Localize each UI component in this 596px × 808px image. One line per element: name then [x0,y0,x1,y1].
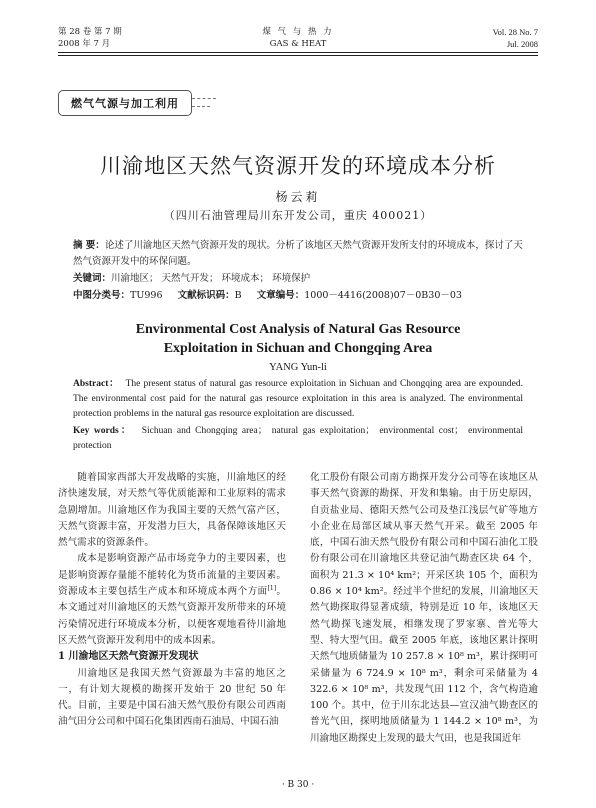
abstract-en [73,377,523,422]
clc-label: 中图分类号： [73,290,131,301]
clc-value: TU996 [130,290,163,301]
abstract-cn-text: 论述了川渝地区天然气资源开发的现状。分析了该地区天然气资源开发所支付的环境成本，探讨了天然气资源开发中的环保问题。 [73,240,523,267]
header-volume-en-block [493,26,538,50]
header-journal-cn: 煤 气 与 热 力 [262,27,334,37]
author-en: YANG Yun-li [269,362,327,373]
classification-line [73,288,523,304]
paper-title-en [0,320,596,358]
badge-decoration-2 [192,106,210,107]
badge-decoration [192,98,216,99]
header-date-cn: 2008 年 7 月 [58,39,111,49]
body-column-left [58,470,286,731]
section-heading-1: 1 川渝地区天然气资源开发现状 [58,651,199,663]
affiliation-cn: （四川石油管理局川东开发公司，重庆 400021） [163,209,433,222]
keywords-cn-text: 川渝地区； 天然气开发； 环境成本； 环境保护 [111,273,311,284]
article-no-value: 1000－4416(2008)07－0B30－03 [304,290,462,301]
body-paragraph-2b: 。本文通过对川渝地区的天然气资源开发所带来的环境污染情况进行环境成本分析，以便客观地看待川渝地区天然气资源开发利用中的成本因素。 [58,586,287,646]
body-paragraph-2a: 成本是影响资源产品市场竞争力的主要因素，也是影响资源存量能不能转化为货币流量的主要因素。资源成本主要包括生产成本和环境成本两个方面 [58,553,286,598]
header-volume-en: Vol. 28 No. 7 [492,27,538,37]
abstract-en-label: Abstract： [73,379,120,389]
header-date-en: Jul. 2008 [506,39,538,49]
header-volume-cn: 第 28 卷 第 7 期 [58,27,122,37]
abstract-en-text: The present status of natural gas resource exploitation in Sichuan and Chongqing area are expounded. The environmental cost paid for the natural gas resource exploitation in this area is analyzed. The environmental protection problems in the natural gas resource exploitation are discussed. [73,379,524,419]
keywords-cn [73,271,523,287]
doc-code-label: 文献标识码： [177,290,235,301]
author-cn: 杨云莉 [275,190,321,204]
keywords-en-label: Key words： [73,426,133,436]
body-column-right [310,470,538,747]
header-journal-en: GAS & HEAT [269,39,327,49]
paper-title-en-line1: Environmental Cost Analysis of Natural Gas Resource [135,322,461,337]
paper-title-cn: 川渝地区天然气资源开发的环境成本分析 [100,154,496,178]
doc-code-value: B [234,290,242,301]
page-number: · B 30 · [281,780,315,790]
body-paragraph-2 [58,551,286,649]
citation-ref: [1] [267,584,277,592]
abstract-cn-label: 摘 要： [73,240,105,251]
body-paragraph-1: 随着国家西部大开发战略的实施，川渝地区的经济快速发展，对天然气等优质能源和工业原料的需求急剧增加。川渝地区作为我国主要的天然气富产区，天然气资源丰富，开发潜力巨大，具备保障该地区天然气需求的资源条件。 [58,472,286,549]
keywords-en-text: Sichuan and Chongqing area； natural gas exploitation； environmental cost； environmental protection [73,426,523,451]
paper-title-en-line2: Exploitation in Sichuan and Chongqing Area [163,341,433,356]
keywords-cn-label: 关键词： [73,273,112,284]
body-paragraph-3: 川渝地区是我国天然气资源最为丰富的地区之一，有计划大规模的勘探开发始于 20 世纪 50 年代。目前，主要是中国石油天然气股份有限公司西南油气田分公司和中国石化集团西南石油局、中国石油 [58,667,286,728]
section-badge: 燃气气源与加工利用 [58,90,192,116]
article-no-label: 文章编号： [256,290,305,301]
body-paragraph-4: 化工股份有限公司南方勘探开发分公司等在该地区从事天然气资源的勘探、开发和集输。由于历史原因，自贡盐业局、德阳天然气公司及垫江浅层气矿等地方小企业在局部区域从事天然气开采。截至 2005 年底，中国石油天然气股份有限公司和中国石油化工股份有限公司在川渝地区共登记油气勘查区块 64 个，面积为 21.3 × 10⁴ km²；开采区块 105 个，面积为 0.86 × 10⁴ km²。经过半个世纪的发展，川渝地区天然气勘探取得显著成绩，特别是近 10 年，该地区天然气勘探飞速发展，相继发现了罗家寨、普光等大型、特大型气田。截至 2005 年底，该地区累计探明天然气地质储量为 10 257.8 × 10⁸ m³，累计探明可采储量为 6 724.9 × 10⁸ m³，剩余可采储量为 4 322.6 × 10⁸ m³，共发现气田 112 个，含气构造逾 100 个。其中，位于川东北达县—宣汉油气勘查区的普光气田，探明地质储量为 1 144.2 × 10⁸ m³，为川渝地区勘探史上发现的最大气田，也是我国近年 [310,472,538,744]
header-rule-2 [58,55,538,56]
keywords-en [73,424,523,454]
abstract-cn [73,238,523,270]
header-rule [58,52,538,53]
